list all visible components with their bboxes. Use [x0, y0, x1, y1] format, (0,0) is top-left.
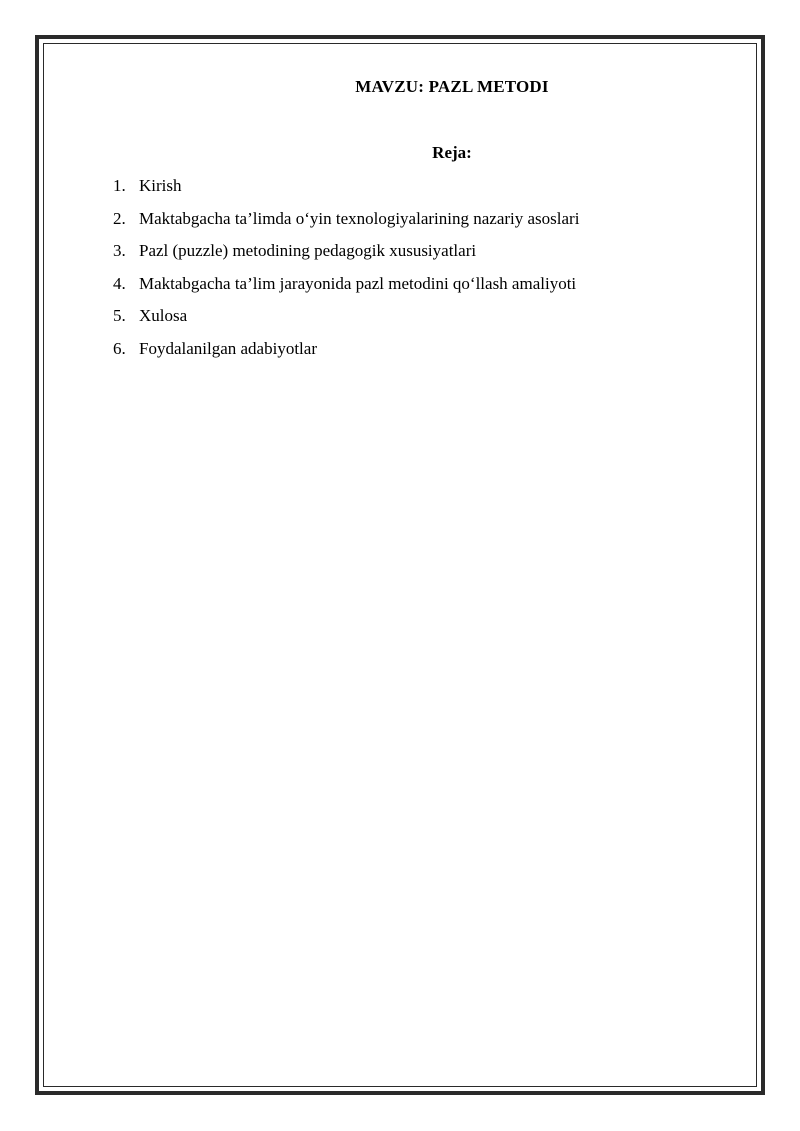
plan-item-2	[113, 207, 579, 240]
plan-heading: Reja:	[432, 143, 472, 162]
plan-list	[113, 174, 579, 370]
plan-item-number: 1.	[113, 176, 126, 195]
plan-item-1	[113, 174, 579, 207]
plan-item-text: Pazl (puzzle) metodining pedagogik xususiyatlari	[139, 241, 477, 261]
plan-item-number: 5.	[113, 306, 126, 326]
plan-item-number: 6.	[113, 338, 126, 358]
plan-item-number: 4.	[113, 273, 126, 293]
plan-item-text: Foydalanilgan adabiyotlar	[139, 338, 317, 358]
plan-item-6	[113, 337, 579, 370]
document-title: MAVZU: PAZL METODI	[355, 77, 549, 96]
plan-item-4	[113, 272, 579, 305]
plan-item-5	[113, 304, 579, 337]
plan-item-text: Maktabgacha ta’limda o‘yin texnologiyalarining nazariy asoslari	[139, 208, 580, 228]
plan-item-3	[113, 239, 579, 272]
plan-item-text: Kirish	[139, 176, 182, 195]
plan-item-text: Xulosa	[139, 306, 188, 326]
plan-item-number: 2.	[113, 208, 126, 228]
plan-item-text: Maktabgacha ta’lim jarayonida pazl metodini qo‘llash amaliyoti	[139, 273, 577, 293]
plan-item-number: 3.	[113, 241, 126, 261]
